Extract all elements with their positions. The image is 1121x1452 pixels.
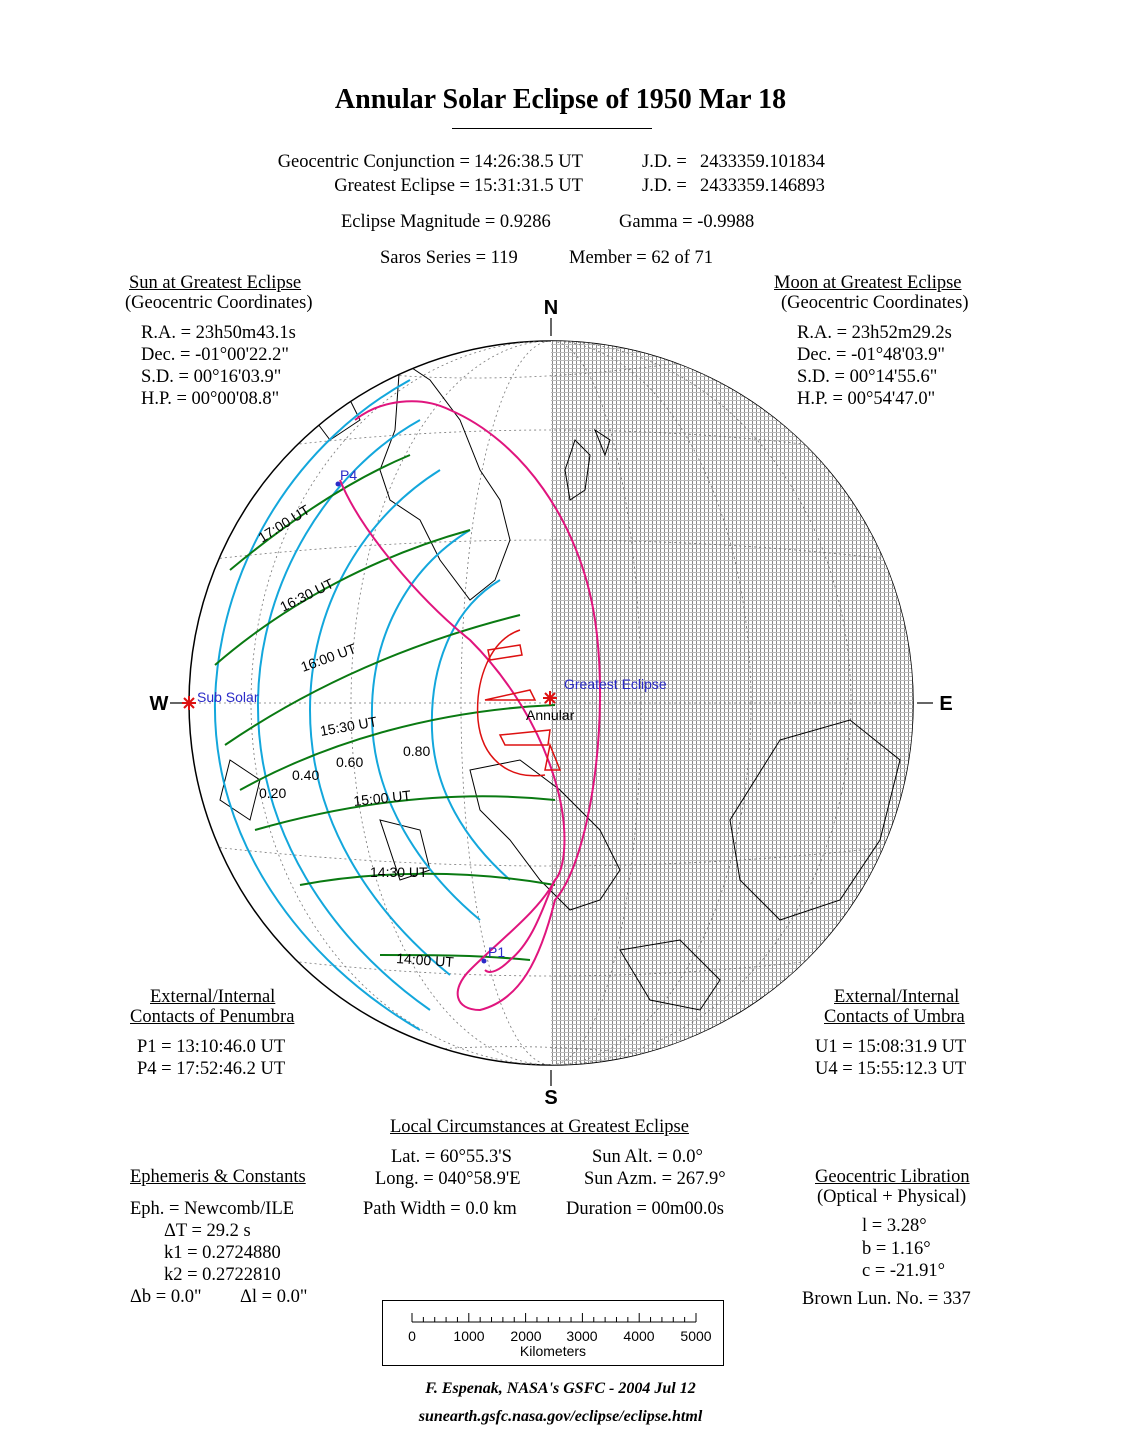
- saros-series: Saros Series = 119: [380, 248, 518, 268]
- brown-lunation: Brown Lun. No. = 337: [802, 1289, 971, 1309]
- scale-tick-0: 0: [408, 1328, 416, 1344]
- ephemeris-delta-l: Δl = 0.0": [240, 1287, 308, 1307]
- sun-subheading: (Geocentric Coordinates): [125, 293, 313, 313]
- ephemeris-delta-b: Δb = 0.0": [130, 1287, 202, 1307]
- scale-tick-4000: 4000: [623, 1328, 655, 1344]
- scale-tick-5000: 5000: [680, 1328, 712, 1344]
- scale-tick-2000: 2000: [510, 1328, 542, 1344]
- ephemeris-delta-t: ΔT = 29.2 s: [164, 1221, 251, 1241]
- greatest-eclipse-marker: [543, 691, 557, 705]
- magnitude-label-020: 0.20: [259, 785, 287, 801]
- libration-c: c = -21.91°: [862, 1261, 946, 1281]
- south-label: S: [544, 1087, 558, 1109]
- moon-dec: Dec. = -01°48'03.9": [797, 345, 945, 365]
- credit-author: F. Espenak, NASA's GSFC - 2004 Jul 12: [425, 1380, 696, 1397]
- page-title: Annular Solar Eclipse of 1950 Mar 18: [334, 84, 787, 115]
- local-path-width: Path Width = 0.0 km: [363, 1199, 517, 1219]
- libration-subheading: (Optical + Physical): [817, 1187, 967, 1207]
- local-lat: Lat. = 60°55.3'S: [391, 1147, 512, 1167]
- greatest-time: 15:31:31.5 UT: [474, 176, 583, 196]
- sun-heading: Sun at Greatest Eclipse: [129, 273, 302, 293]
- gamma: Gamma = -0.9988: [619, 212, 755, 232]
- local-long: Long. = 040°58.9'E: [375, 1169, 521, 1189]
- local-sun-azm: Sun Azm. = 267.9°: [584, 1169, 726, 1189]
- sun-dec: Dec. = -01°00'22.2": [141, 345, 289, 365]
- p4-label: P4: [340, 467, 358, 483]
- moon-sd: S.D. = 00°14'55.6": [797, 367, 938, 387]
- local-sun-alt: Sun Alt. = 0.0°: [592, 1147, 703, 1167]
- umbra-heading-2: Contacts of Umbra: [824, 1007, 965, 1027]
- libration-l: l = 3.28°: [862, 1216, 927, 1236]
- sun-ra: R.A. = 23h50m43.1s: [141, 323, 296, 343]
- umbra-heading-1: External/Internal: [834, 987, 960, 1007]
- magnitude-label-040: 0.40: [292, 767, 320, 783]
- ephemeris-eph: Eph. = Newcomb/ILE: [130, 1199, 295, 1219]
- scale-tick-3000: 3000: [566, 1328, 598, 1344]
- moon-ra: R.A. = 23h52m29.2s: [797, 323, 952, 343]
- sub-solar-marker: [182, 696, 196, 710]
- time-label-1600: 16:00 UT: [298, 640, 359, 675]
- conjunction-jd-label: J.D. =: [642, 152, 687, 172]
- libration-heading: Geocentric Libration: [815, 1167, 970, 1187]
- time-label-1530: 15:30 UT: [318, 713, 379, 739]
- greatest-jd: 2433359.146893: [700, 176, 825, 196]
- greatest-label: Greatest Eclipse =: [334, 176, 470, 196]
- moon-subheading: (Geocentric Coordinates): [781, 293, 969, 313]
- moon-heading: Moon at Greatest Eclipse: [774, 273, 962, 293]
- umbra-u1: U1 = 15:08:31.9 UT: [815, 1037, 967, 1057]
- north-label: N: [543, 297, 559, 319]
- west-label: W: [149, 693, 169, 715]
- conjunction-jd: 2433359.101834: [700, 152, 825, 172]
- credit-url: sunearth.gsfc.nasa.gov/eclipse/eclipse.html: [418, 1408, 703, 1425]
- conjunction-time: 14:26:38.5 UT: [474, 152, 583, 172]
- local-duration: Duration = 00m00.0s: [566, 1199, 724, 1219]
- scale-unit: Kilometers: [519, 1343, 587, 1359]
- greatest-eclipse-label: Greatest Eclipse: [564, 676, 667, 692]
- scale-tick-1000: 1000: [453, 1328, 485, 1344]
- east-label: E: [939, 693, 953, 715]
- sun-sd: S.D. = 00°16'03.9": [141, 367, 282, 387]
- ephemeris-heading: Ephemeris & Constants: [130, 1167, 306, 1187]
- p1-label: P1: [488, 944, 506, 960]
- local-heading: Local Circumstances at Greatest Eclipse: [390, 1117, 689, 1137]
- ephemeris-k1: k1 = 0.2724880: [164, 1243, 281, 1263]
- libration-b: b = 1.16°: [862, 1239, 931, 1259]
- penumbra-heading-2: Contacts of Penumbra: [130, 1007, 295, 1027]
- magnitude-label-060: 0.60: [336, 754, 364, 770]
- time-label-1400: 14:00 UT: [395, 950, 455, 971]
- p1-marker: [482, 959, 487, 964]
- conjunction-label: Geocentric Conjunction =: [277, 152, 470, 172]
- annular-label: Annular: [526, 707, 575, 723]
- penumbra-p4: P4 = 17:52:46.2 UT: [137, 1059, 286, 1079]
- ephemeris-k2: k2 = 0.2722810: [164, 1265, 281, 1285]
- umbra-u4: U4 = 15:55:12.3 UT: [815, 1059, 967, 1079]
- greatest-jd-label: J.D. =: [642, 176, 687, 196]
- sun-hp: H.P. = 00°00'08.8": [141, 389, 280, 409]
- saros-member: Member = 62 of 71: [569, 248, 714, 268]
- time-label-1630: 16:30 UT: [277, 575, 337, 615]
- time-label-1700: 17:00 UT: [255, 501, 313, 546]
- sub-solar-label: Sub Solar: [197, 689, 259, 705]
- penumbra-p1: P1 = 13:10:46.0 UT: [137, 1037, 286, 1057]
- eclipse-magnitude: Eclipse Magnitude = 0.9286: [341, 212, 551, 232]
- penumbra-heading-1: External/Internal: [150, 987, 276, 1007]
- time-label-1430: 14:30 UT: [370, 864, 428, 880]
- time-label-1500: 15:00 UT: [352, 787, 412, 809]
- moon-hp: H.P. = 00°54'47.0": [797, 389, 936, 409]
- magnitude-label-080: 0.80: [403, 743, 431, 759]
- scale-ruler: [408, 1313, 712, 1344]
